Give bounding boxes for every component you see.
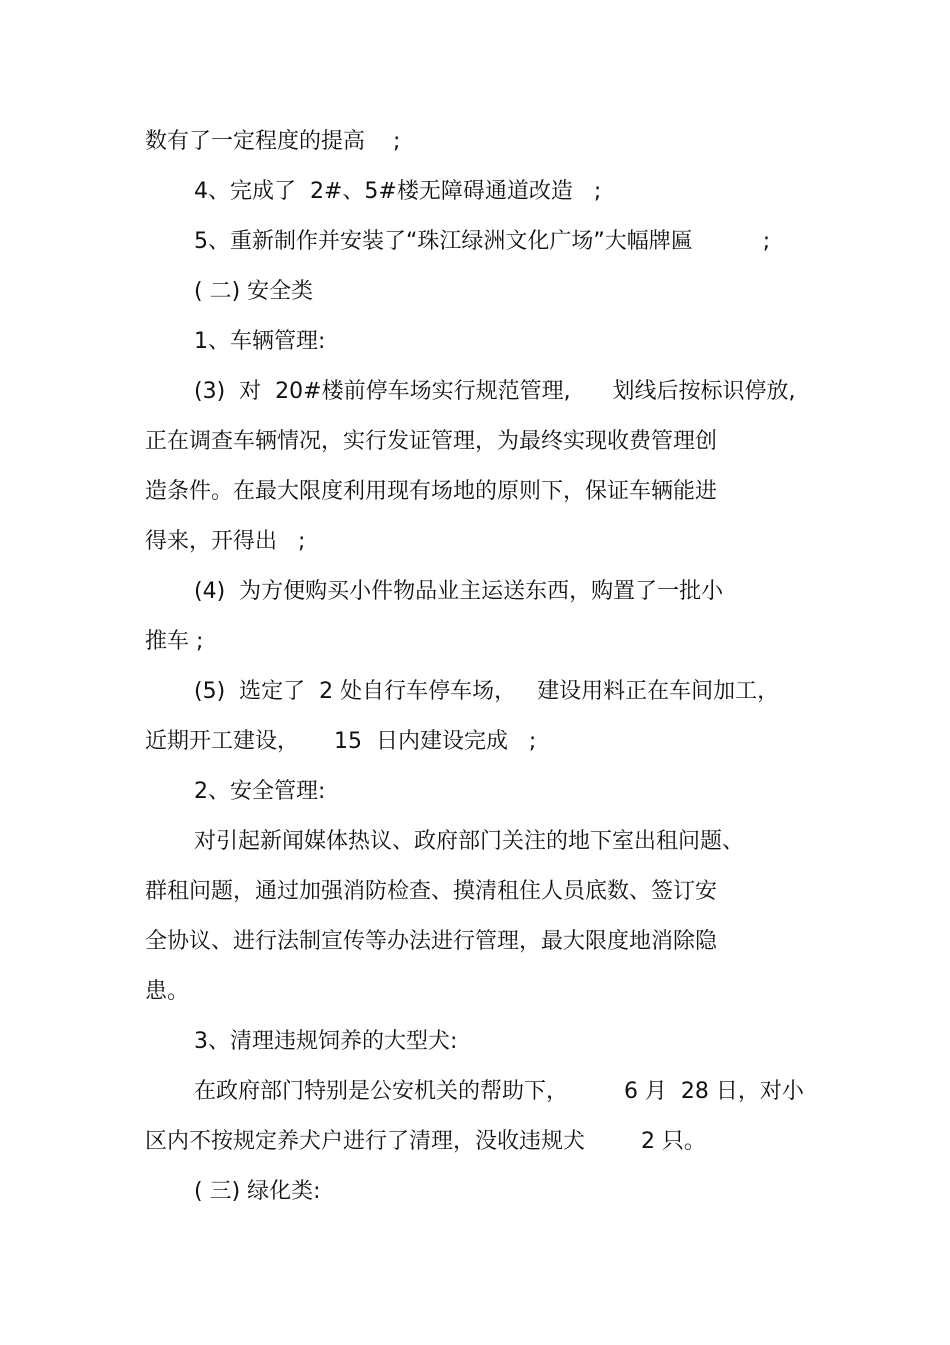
text-line: 区内不按规定养犬户进行了清理，没收违规犬 2 只。	[145, 1129, 706, 1154]
text-line: 造条件。在最大限度利用现有场地的原则下，保证车辆能进	[145, 479, 718, 504]
text-line: (4) 为方便购买小件物品业主运送东西，购置了一批小	[194, 579, 724, 604]
subsection-heading: 2、安全管理:	[194, 779, 326, 804]
text-line: 数有了一定程度的提高 ;	[145, 129, 401, 154]
subsection-heading: 3、清理违规饲养的大型犬:	[194, 1029, 458, 1054]
text-line: (3) 对 20#楼前停车场实行规范管理, 划线后按标识停放,	[194, 379, 796, 404]
text-line: 对引起新闻媒体热议、政府部门关注的地下室出租问题、	[194, 829, 745, 854]
text-line: 全协议、进行法制宣传等办法进行管理，最大限度地消除隐	[145, 929, 718, 954]
text-line: 在政府部门特别是公安机关的帮助下， 6 月 28 日，对小	[194, 1079, 804, 1104]
section-heading: ( 二) 安全类	[194, 279, 314, 304]
subsection-heading: 1、车辆管理:	[194, 329, 326, 354]
text-line: 5、重新制作并安装了“珠江绿洲文化广场”大幅牌匾 ;	[194, 229, 771, 254]
section-heading: ( 三) 绿化类:	[194, 1179, 321, 1204]
text-line: 4、完成了 2#、5#楼无障碍通道改造 ;	[194, 179, 602, 204]
text-line: 群租问题，通过加强消防检查、摸清租住人员底数、签订安	[145, 879, 718, 904]
text-line: (5) 选定了 2 处自行车停车场， 建设用料正在车间加工，	[194, 679, 780, 704]
text-line: 推车 ;	[145, 629, 204, 654]
text-line: 得来，开得出 ;	[145, 529, 306, 554]
text-line: 近期开工建设， 15 日内建设完成 ;	[145, 729, 537, 754]
text-line: 正在调查车辆情况，实行发证管理，为最终实现收费管理创	[145, 429, 718, 454]
text-line: 患。	[145, 979, 190, 1004]
